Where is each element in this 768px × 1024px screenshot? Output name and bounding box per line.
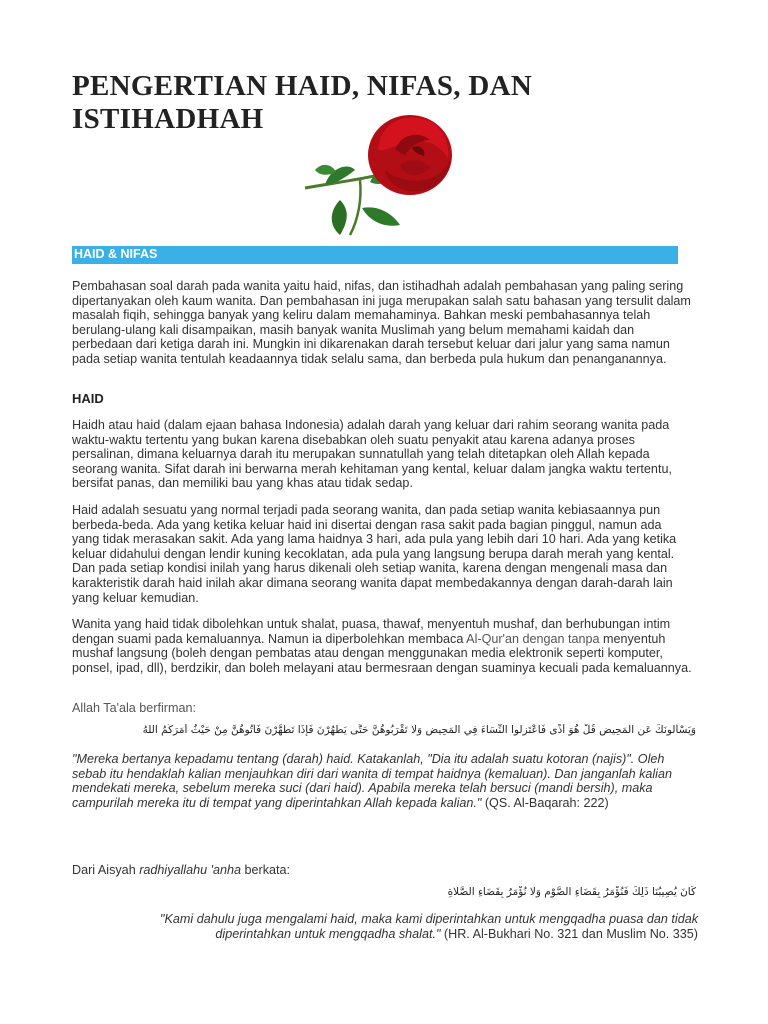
section-bar-label: HAID & NIFAS: [74, 247, 158, 261]
section-bar: [72, 246, 678, 264]
wanita-haid-text-a: Wanita yang haid tidak dibolehkan untuk shalat, puasa, thawaf, menyentuh mushaf, dan berhubungan intim dengan suami pada kemaluannya. Namun ia diperbolehkan membaca: [72, 617, 671, 646]
aisyah-text-b: radhiyallahu 'anha: [139, 863, 242, 877]
haid-definition-paragraph: Haidh atau haid (dalam ejaan bahasa Indonesia) adalah darah yang keluar dari rahim seorang wanita pada waktu-waktu tertentu yang bukan karena disebabkan oleh suatu penyakit atau karena adanya proses persalinan, dimana keluarnya darah itu merupakan sunnatullah yang telah ditetapkan oleh Allah kepada seorang wanita. Sifat darah ini berwarna merah kehitaman yang kental, keluar dalam jangka waktu tertentu, bersifat panas, dan memiliki bau yang khas atau tidak sedap.: [72, 418, 672, 491]
hadith-arabic-text: كَانَ يُصِيبُنَا ذَلِكَ فَنُؤْمَرُ بِقَضَاءِ الصَّوْمِ وَلَا نُؤْمَرُ بِقَضَاءِ الصَّلَاةِ: [447, 886, 696, 898]
wanita-haid-text-c: menyentuh mushaf langsung (boleh dengan pembatas atau dengan menggunakan media elektronik seperti komputer, ponsel, ipad, dll), berdzikir, dan boleh melayani atau bermesraan dengan suaminya kecuali pada kemaluannya.: [72, 631, 692, 675]
wanita-haid-text-b: Al-Qur'an dengan tanpa: [466, 631, 600, 646]
quran-translation: [72, 752, 692, 810]
hadith-reference: (HR. Al-Bukhari No. 321 dan Muslim No. 335): [440, 926, 698, 941]
quran-translation-text: "Mereka bertanya kepadamu tentang (darah) haid. Katakanlah, "Dia itu adalah suatu kotoran (najis)". Oleh sebab itu hendaklah kalian menjauhkan diri dari wanita di tempat haidnya (kemaluan). Dan janganlah kalian mendekati mereka, sebelum mereka suci (dari haid). Apabila mereka telah bersuci (mandi bersih), maka campurilah mereka itu di tempat yang diperintahkan Allah kepada kalian.": [72, 752, 672, 810]
red-rose-image: [300, 110, 460, 240]
hadith-translation: [110, 912, 698, 941]
page-title: PENGERTIAN HAID, NIFAS, DAN ISTIHADHAH: [72, 70, 533, 135]
haid-heading: HAID: [72, 391, 104, 406]
hadith-translation-text: "Kami dahulu juga mengalami haid, maka kami diperintahkan untuk mengqadha puasa dan tidak diperintahkan untuk mengqadha shalat.": [160, 912, 698, 941]
quran-arabic-verse: وَيَسْأَلُونَكَ عَنِ الْمَحِيضِ قُلْ هُوَ أَذًى فَاعْتَزِلُوا النِّسَاءَ فِي الْمَحِيضِ وَلَا تَقْرَبُوهُنَّ حَتَّى يَطْهُرْنَ فَإِذَا تَطَهَّرْنَ فَأْتُوهُنَّ مِنْ حَيْثُ أَمَرَكُمُ اللَّهُ: [142, 724, 696, 736]
wanita-haid-paragraph: [72, 617, 692, 675]
aisyah-text-a: Dari Aisyah: [72, 863, 140, 877]
haid-normal-paragraph: Haid adalah sesuatu yang normal terjadi pada seorang wanita, dan pada setiap wanita kebiasaannya pun berbeda-beda. Ada yang ketika keluar haid ini disertai dengan rasa sakit pada bagian pinggul, namun ada yang tidak merasakan sakit. Ada yang lama haidnya 3 hari, ada pula yang lebih dari 10 hari. Ada yang ketika keluar didahului dengan lendir kuning kecoklatan, ada pula yang langsung berupa darah merah yang kental. Dan pada setiap kondisi inilah yang harus dikenali oleh setiap wanita, karena dengan mengenali masa dan karakteristik darah haid inilah akar dimana seorang wanita dapat membedakannya dengan darah-darah lain yang keluar kemudian.: [72, 503, 677, 605]
aisyah-intro: [72, 863, 692, 878]
aisyah-text-c: berkata:: [241, 863, 291, 877]
intro-paragraph: Pembahasan soal darah pada wanita yaitu haid, nifas, dan istihadhah adalah pembahasan yang paling sering dipertanyakan oleh kaum wanita. Dan pembahasan ini juga merupakan salah satu bahasan yang tersulit dalam masalah fiqih, sehingga banyak yang keliru dalam memahaminya. Bahkan meski pembahasannya telah berulang-ulang kali disampaikan, masih banyak wanita Muslimah yang belum memahami kaidah dan perbedaan dari ketiga darah ini. Mungkin ini dikarenakan darah tersebut keluar dari jalur yang sama namun pada setiap wanita tentulah keadaannya tidak selalu sama, dan berbeda pula hukum dan penanganannya.: [72, 279, 691, 366]
allah-says-line: Allah Ta'ala berfirman:: [72, 701, 196, 715]
quran-reference: (QS. Al-Baqarah: 222): [481, 795, 609, 810]
